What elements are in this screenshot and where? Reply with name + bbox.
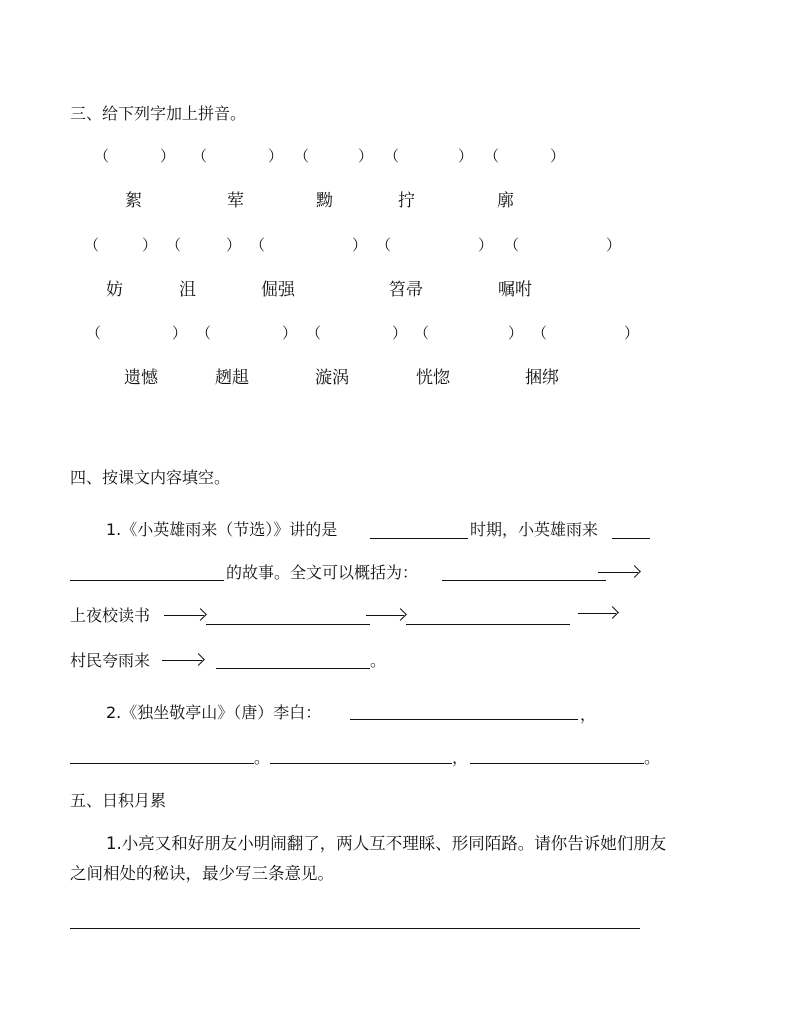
blank-summary-2[interactable] (206, 624, 370, 625)
answer-line[interactable] (70, 928, 640, 929)
paren-open: （ (384, 147, 400, 165)
blank-poem-line-4[interactable] (470, 763, 644, 764)
paren-open: （ (414, 324, 430, 342)
character: 倔强 (261, 280, 295, 300)
character: 拧 (398, 191, 415, 211)
paren-open: （ (166, 236, 182, 254)
arrow-icon (366, 615, 404, 616)
character: 妨 (106, 280, 123, 300)
paren-close: ） (352, 236, 368, 254)
character: 漩涡 (315, 368, 349, 388)
q1-text-d: 上夜校读书 (70, 606, 151, 625)
section4-title: 四、按课文内容填空。 (70, 468, 231, 487)
section5-q1-line2: 之间相处的秘诀，最少写三条意见。 (70, 864, 334, 883)
blank-period[interactable] (370, 538, 468, 539)
paren-close: ） (606, 236, 622, 254)
paren-close: ） (550, 147, 566, 165)
paren-open: （ (376, 236, 392, 254)
paren-close: ） (358, 147, 374, 165)
arrow-icon (164, 615, 204, 616)
blank-poem-line-2[interactable] (70, 763, 254, 764)
character: 捆绑 (525, 368, 559, 388)
q1-text-a: 1.《小英雄雨来（节选）》讲的是 (106, 520, 338, 539)
character: 絮 (125, 191, 142, 211)
paren-close: ） (226, 236, 242, 254)
character: 恍惚 (416, 368, 450, 388)
character: 趔趄 (215, 368, 249, 388)
paren-close: ） (458, 147, 474, 165)
section5-title: 五、日积月累 (70, 791, 167, 810)
paren-close: ） (624, 324, 640, 342)
arrow-icon (578, 613, 616, 614)
character: 遗憾 (124, 368, 158, 388)
blank-poem-line-3[interactable] (270, 763, 452, 764)
paren-open: （ (250, 236, 266, 254)
paren-close: ） (268, 147, 284, 165)
paren-open: （ (192, 147, 208, 165)
blank-summary-3[interactable] (406, 624, 570, 625)
paren-open: （ (306, 324, 322, 342)
paren-open: （ (294, 147, 310, 165)
q1-text-e: 村民夸雨来 (70, 651, 151, 670)
q1-text-b: 时期，小英雄雨来 (470, 520, 599, 539)
paren-close: ） (478, 236, 494, 254)
arrow-icon (598, 572, 638, 573)
paren-open: （ (94, 147, 110, 165)
section3-title: 三、给下列字加上拼音。 (70, 104, 247, 123)
character: 黝 (316, 191, 333, 211)
section5-q1-line1: 1.小亮又和好朋友小明闹翻了，两人互不理睬、形同陌路。请你告诉她们朋友 (106, 834, 667, 853)
paren-open: （ (196, 324, 212, 342)
character: 笤帚 (389, 280, 423, 300)
blank-story-end[interactable] (70, 580, 224, 581)
blank-story-start[interactable] (612, 538, 650, 539)
paren-close: ） (508, 324, 524, 342)
period: 。 (370, 651, 387, 670)
character: 荤 (227, 191, 244, 211)
q1-text-c: 的故事。全文可以概括为： (226, 563, 419, 582)
paren-open: （ (84, 236, 100, 254)
paren-close: ） (282, 324, 298, 342)
period: 。 (254, 748, 271, 767)
period: 。 (644, 748, 661, 767)
character: 廓 (497, 191, 514, 211)
blank-summary-4[interactable] (216, 668, 370, 669)
paren-open: （ (484, 147, 500, 165)
paren-open: （ (504, 236, 520, 254)
blank-summary-1[interactable] (442, 580, 606, 581)
comma: ， (580, 705, 597, 724)
character: 沮 (179, 280, 196, 300)
paren-close: ） (142, 236, 158, 254)
paren-open: （ (532, 324, 548, 342)
paren-open: （ (86, 324, 102, 342)
comma: ， (452, 748, 469, 767)
paren-close: ） (160, 147, 176, 165)
paren-close: ） (392, 324, 408, 342)
paren-close: ） (172, 324, 188, 342)
arrow-icon (162, 660, 202, 661)
blank-poem-line-1[interactable] (350, 719, 578, 720)
q2-text: 2.《独坐敬亭山》（唐）李白： (106, 703, 322, 722)
character: 嘱咐 (498, 280, 532, 300)
